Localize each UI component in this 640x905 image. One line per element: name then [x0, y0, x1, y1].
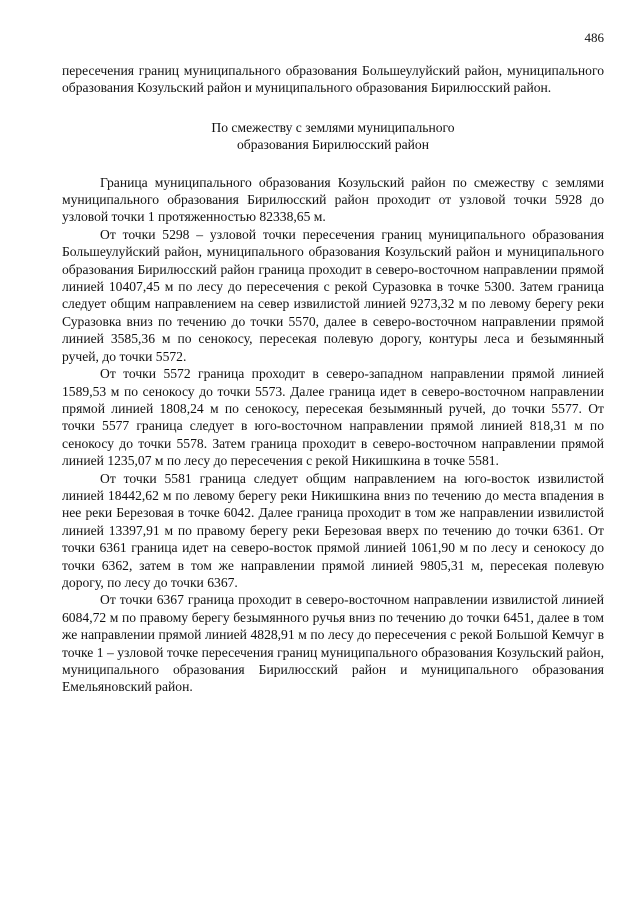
section-heading-line-1: По смежеству с землями муниципального	[211, 119, 455, 135]
paragraph: От точки 5298 – узловой точки пересечения границ муниципального образования Большеулуйский район, муниципального образования Козульский район и муниципального образования Бирилюсский район граница проходит в северо-восточном направлении прямой линией 10407,45 м по лесу до пересечения с рекой Суразовка в точке 5300. Затем граница следует общим направлением на север извилистой линией 9273,32 м по левому берегу реки Суразовка вниз по течению до точки 5570, далее в северо-восточном направлении прямой линией 3585,36 м по сенокосу, пересекая полевую дорогу, контуры леса и безымянный ручей, до точки 5572.	[62, 226, 604, 364]
document-body	[62, 62, 604, 696]
page-number: 486	[584, 30, 604, 45]
section-heading	[62, 119, 604, 154]
paragraph: От точки 6367 граница проходит в северо-восточном направлении извилистой линией 6084,72 м по правому берегу безымянного ручья вниз по течению до точки 6451, далее в том же направлении прямой линией 4828,91 м по лесу до пересечения с рекой Большой Кемчуг в точке 1 – узловой точке пересечения границ муниципального образования Козульский район, муниципального образования Бирилюсский район и муниципального образования Емельяновский район.	[62, 592, 604, 695]
intro-paragraph: пересечения границ муниципального образования Большеулуйский район, муниципального образования Козульский район и муниципального образования Бирилюсский район.	[62, 63, 604, 96]
paragraph: Граница муниципального образования Козульский район по смежеству с землями муниципального образования Бирилюсский район проходит от узловой точки 5928 до узловой точки 1 протяженностью 82338,65 м.	[62, 174, 604, 225]
paragraph: От точки 5572 граница проходит в северо-западном направлении прямой линией 1589,53 м по сенокосу до точки 5573. Далее граница идет в северо-восточном направлении прямой линией 1808,24 м по сенокосу, пересекая безымянный ручей, до точки 5577. От точки 5577 граница следует в юго-восточном направлении прямой линией 818,31 м по сенокосу до точки 5578. Затем граница проходит в северо-восточном направлении прямой линией 1235,07 м по лесу до пересечения с рекой Никишкина в точке 5581.	[62, 366, 604, 469]
paragraph: От точки 5581 граница следует общим направлением на юго-восток извилистой линией 18442,62 м по левому берегу реки Никишкина вниз по течению до места впадения в нее реки Березовая в точке 6042. Далее граница проходит в том же направлении извилистой линией 13397,91 м по правому берегу реки Березовая вверх по течению до точки 6361. От точки 6361 граница идет на северо-восток прямой линией 1061,90 м по лесу и сенокосу до точки 6362, затем в том же направлении прямой линией 9805,31 м, пересекая полевую дорогу, по лесу до точки 6367.	[62, 470, 604, 590]
section-heading-line-2: образования Бирилюсский район	[237, 137, 429, 153]
